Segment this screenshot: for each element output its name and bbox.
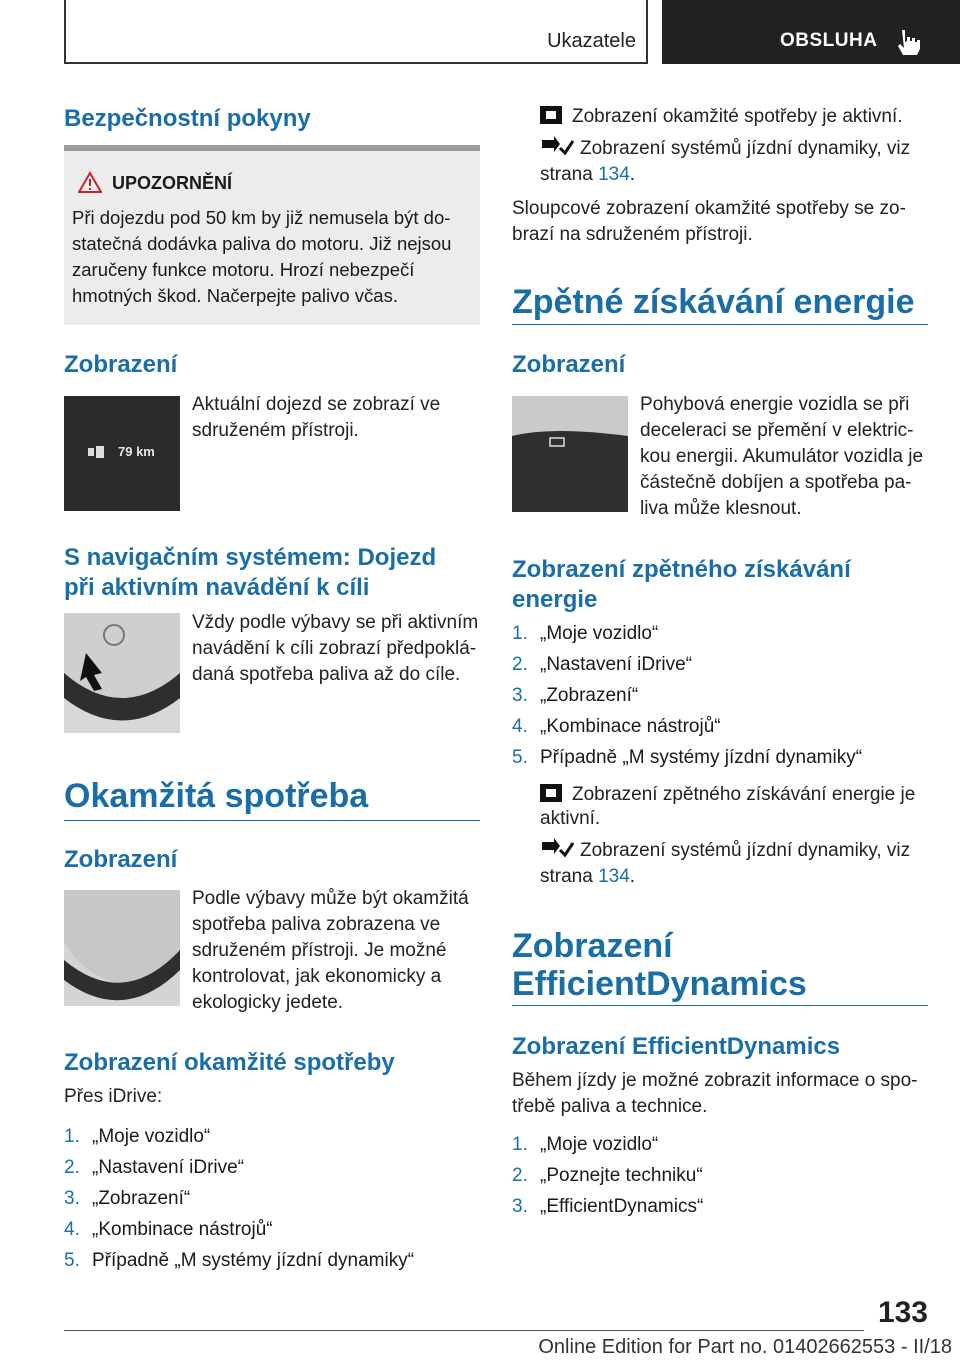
instant-display-heading: Zobrazení okamžité spotřeby: [64, 1049, 395, 1076]
regen-active-line: Zobrazení zpětného získávání energie je: [540, 782, 915, 808]
ed-heading: Zobrazení EfficientDynamics: [512, 1033, 841, 1060]
safety-heading: Bezpečnostní pokyny: [64, 105, 311, 132]
see-reference: Zobrazení systémů jízdní dynamiky, viz: [540, 136, 910, 162]
display2-text: Podle výbavy může být okamžitá spotřeba paliva zobrazena ve sdruženém přístroji. Je možné kontrolovat, jak ekonomicky a ekologicky jedete.: [192, 888, 469, 1013]
list-item: 1. „Moje vozidlo“: [512, 1134, 659, 1155]
see-reference-2: Zobrazení systémů jízdní dynamiky, viz: [540, 838, 910, 864]
nav-heading: S navigačním systémem: Dojezd při aktivním navádění k cíli: [64, 544, 437, 601]
warning-title: UPOZORNĚNÍ: [112, 173, 233, 193]
display-heading: Zobrazení: [64, 351, 178, 378]
display2-heading: Zobrazení: [64, 846, 178, 873]
list-item: 3. „EfficientDynamics“: [512, 1196, 704, 1217]
bar-display-text: Sloupcové zobrazení okamžité spotřeby se zo- brazí na sdruženém přístroji.: [512, 198, 906, 245]
list-item: 2. „Nastavení iDrive“: [64, 1157, 245, 1178]
title-rule: [512, 324, 928, 325]
range-display-image: [64, 396, 180, 511]
list-item: 2. „Poznejte techniku“: [512, 1165, 703, 1186]
warning-triangle-icon: [78, 171, 102, 193]
nav-text: Vždy podle výbavy se při aktivním navádění k cíli zobrazí předpoklá- daná spotřeba paliva až do cíle.: [192, 612, 479, 685]
via-idrive: Přes iDrive:: [64, 1086, 163, 1107]
active-line: Zobrazení okamžité spotřeby je aktivní.: [540, 104, 903, 130]
ed-title: Zobrazení EfficientDynamics: [512, 927, 807, 1003]
warning-text: Při dojezdu pod 50 km by již nemusela být do- statečná dodávka paliva do motoru. Již nejsou zaručeny funkce motoru. Hrozí nebezpečí hmotných škod. Načerpejte palivo včas.: [72, 207, 452, 306]
regen-display-heading: Zobrazení: [512, 351, 626, 378]
nav-gauge-image: [64, 613, 180, 733]
list-item: 4. „Kombinace nástrojů“: [64, 1219, 273, 1240]
warning-box: [64, 151, 480, 325]
regen-title: Zpětné získávání energie: [512, 283, 915, 321]
regen-display-text: Pohybová energie vozidla se při deceleraci se přemění v elektric- kou energii. Akumulátor vozidla je částečně dobíjen a spotřeba pa- liva může klesnout.: [640, 394, 924, 519]
arrow-check-icon: [540, 136, 574, 156]
list-item: 3. „Zobrazení“: [512, 685, 639, 706]
list-item: 1. „Moje vozidlo“: [64, 1126, 211, 1147]
instant-consumption-title: Okamžitá spotřeba: [64, 777, 369, 815]
page-number: 133: [877, 1296, 928, 1329]
regen-active-line2: aktivní.: [540, 808, 601, 829]
edition-note: Online Edition for Part no. 01402662553 - II/18: [538, 1336, 952, 1358]
right-steps-list: [512, 621, 932, 776]
display-text: Aktuální dojezd se zobrazí ve sdruženém přístroji.: [192, 394, 441, 441]
pointing-hand-icon: [894, 26, 924, 56]
see-reference-line2: strana 134.: [540, 164, 636, 185]
consumption-gauge-image: [64, 890, 180, 1006]
list-item: 4. „Kombinace nástrojů“: [512, 716, 721, 737]
title-rule: [64, 820, 480, 821]
list-item: 3. „Zobrazení“: [64, 1188, 191, 1209]
page-link[interactable]: 134: [598, 164, 630, 185]
left-steps-list: [64, 1124, 484, 1279]
chapter-tab: [662, 0, 960, 64]
see-reference-2-line2: strana 134.: [540, 866, 636, 887]
list-item: 2. „Nastavení iDrive“: [512, 654, 693, 675]
range-readout: 79 km: [118, 444, 155, 459]
footer-rule: [64, 1330, 864, 1331]
title-rule: [512, 1005, 928, 1006]
list-item: 5. Případně „M systémy jízdní dynamiky“: [64, 1250, 415, 1271]
chapter-label: OBSLUHA: [780, 30, 878, 51]
page-link[interactable]: 134: [598, 866, 630, 887]
regen-gauge-image: [512, 396, 628, 512]
checkbox-checked-icon: [540, 106, 562, 124]
ed-text: Během jízdy je možné zobrazit informace o spo- třebě paliva a technice.: [512, 1070, 918, 1117]
ed-steps-list: [512, 1132, 932, 1225]
regen-steps-heading: Zobrazení zpětného získávání energie: [512, 556, 851, 613]
section-title: Ukazatele: [547, 30, 636, 52]
checkbox-checked-icon: [540, 784, 562, 802]
list-item: 1. „Moje vozidlo“: [512, 623, 659, 644]
list-item: 5. Případně „M systémy jízdní dynamiky“: [512, 747, 863, 768]
arrow-check-icon: [540, 838, 574, 858]
